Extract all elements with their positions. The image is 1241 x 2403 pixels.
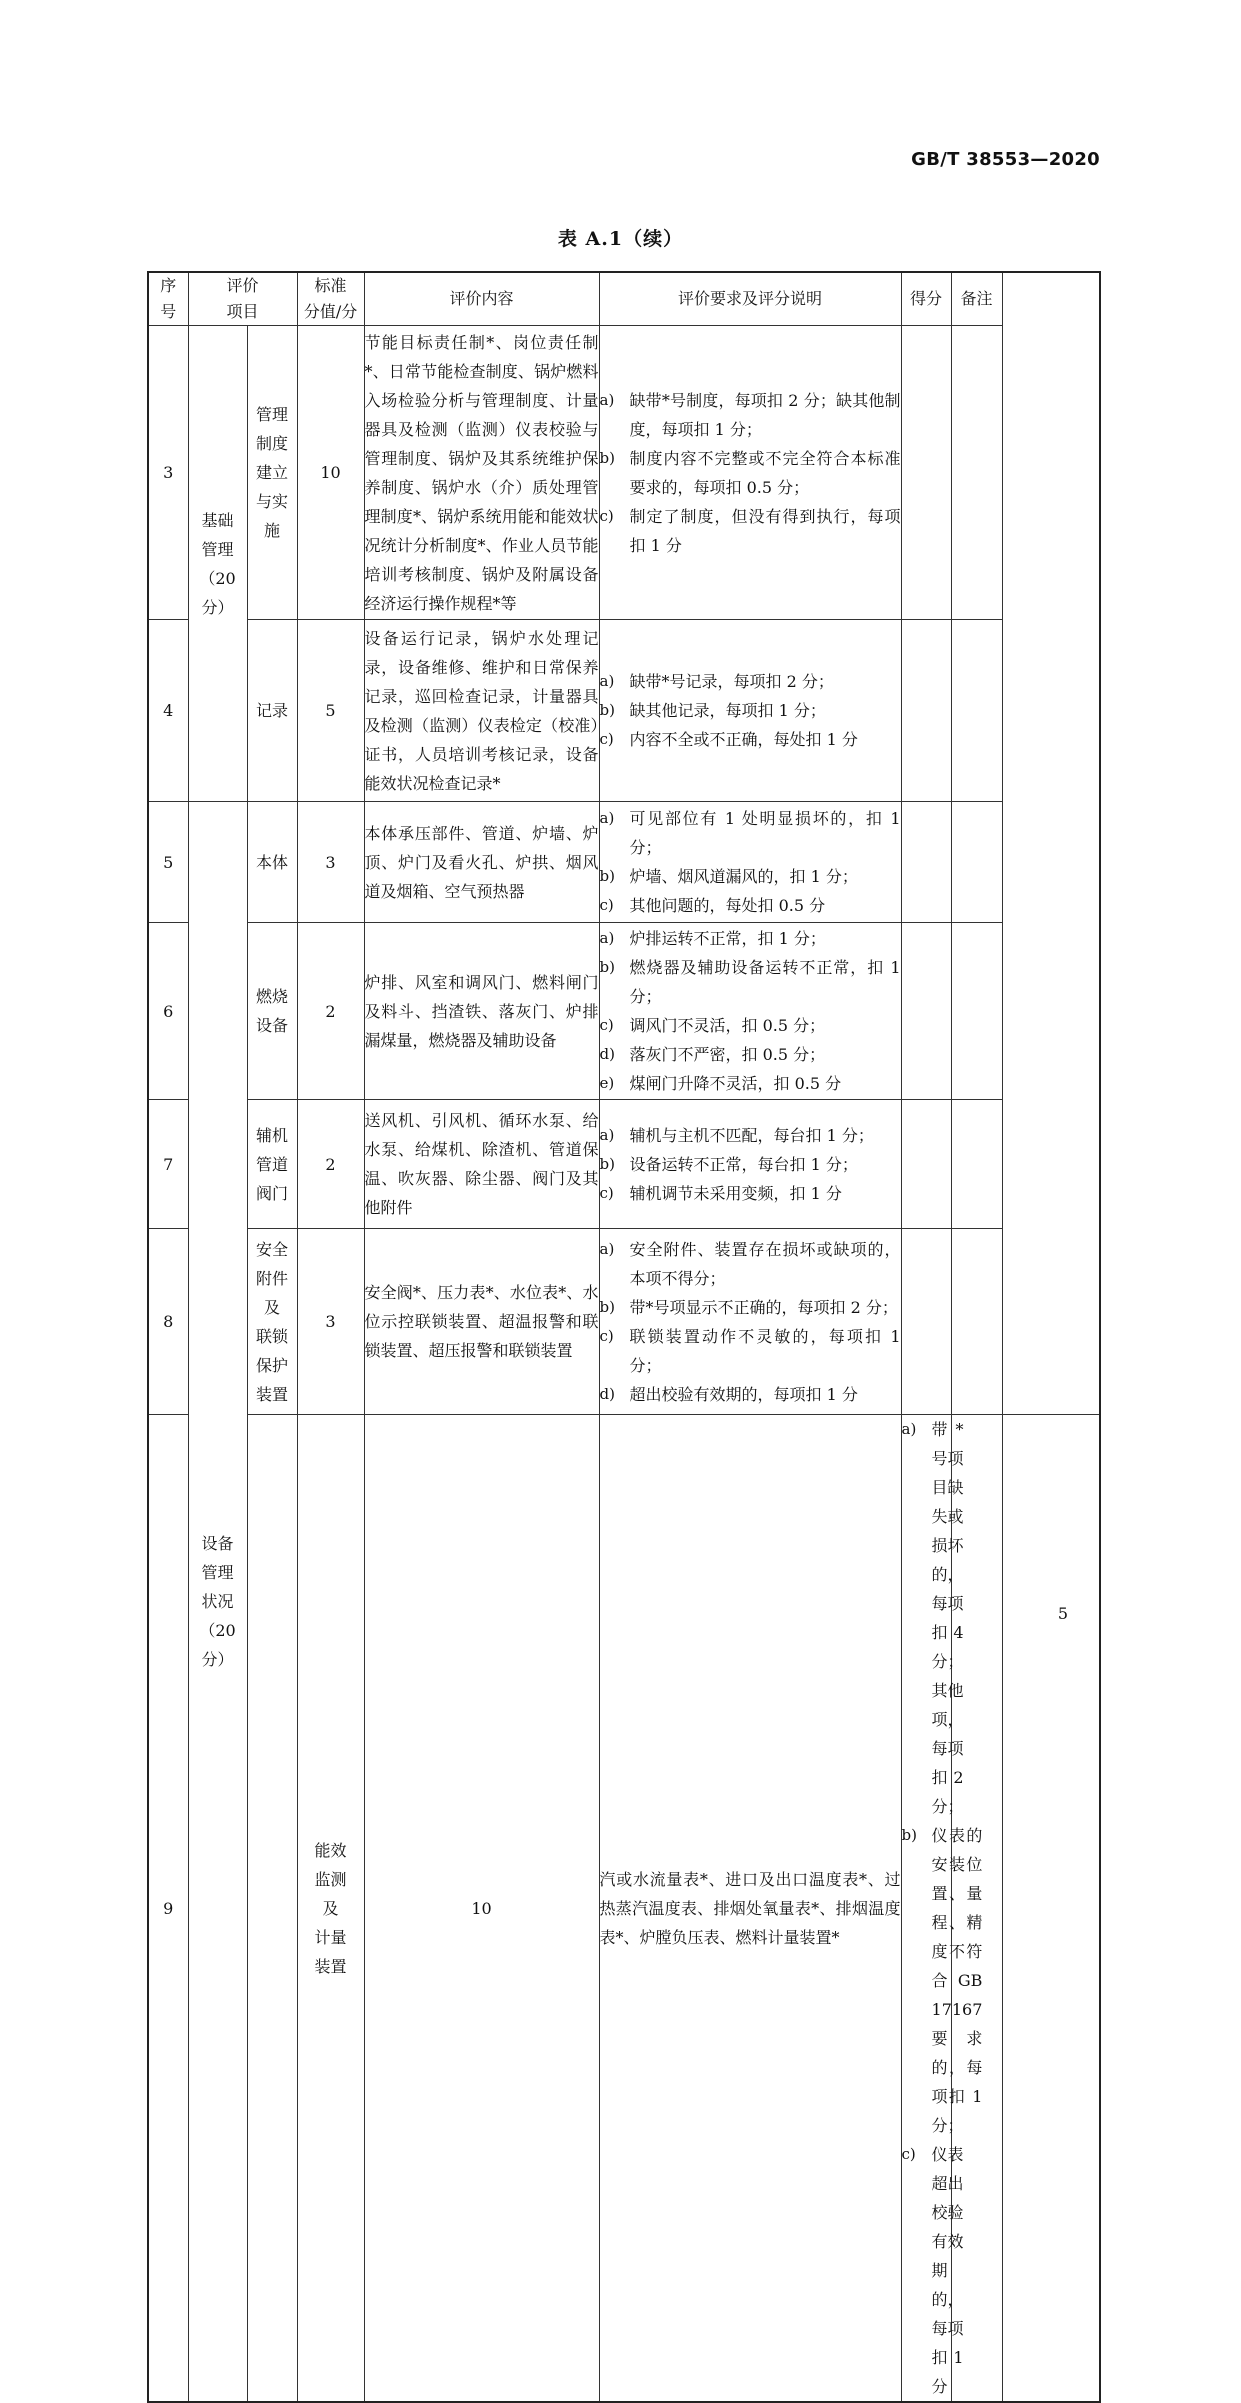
group-name-basic: 基础 管理 （20 分） [188,326,247,802]
page-number: 5 [1057,1604,1068,1623]
row-seq: 9 [148,1415,188,2403]
row-subitem: 能效 监测 及 计量 装置 [297,1415,364,2403]
requirement-item: a) 辅机与主机不匹配，每台扣 1 分； [599,1125,874,1145]
table-row [148,1100,1100,1229]
col-header-requirement: 评价要求及评分说明 [599,272,901,326]
row-score: 2 [297,1100,364,1229]
requirement-item: b) 缺其他记录，每项扣 1 分； [599,701,826,720]
row-subitem: 管理 制度 建立 与实 施 [247,326,297,620]
table-row [148,1229,1100,1415]
standard-number: GB/T 38553—2020 [911,149,1100,170]
row-content: 炉排、风室和调风门、燃料闸门及料斗、挡渣铁、落灰门、炉排漏煤量，燃烧器及辅助设备 [364,923,599,1100]
row-seq: 3 [148,326,188,620]
row-content: 本体承压部件、管道、炉墙、炉顶、炉门及看火孔、炉拱、烟风道及烟箱、空气预热器 [364,802,599,923]
requirement-item: e) 煤闸门升降不灵活，扣 0.5 分 [599,1074,842,1093]
requirement-item: a) 缺带*号记录，每项扣 2 分； [599,672,834,691]
requirement-item: c) 制定了制度，但没有得到执行，每项扣 1 分 [599,506,901,555]
row-score-got [901,802,951,923]
row-content: 设备运行记录，锅炉水处理记录，设备维修、维护和日常保养记录，巡回检查记录，计量器具及检测（监测）仪表检定（校准）证书，人员培训考核记录，设备能效状况检查记录* [364,620,599,802]
requirement-item: d) 超出校验有效期的，每项扣 1 分 [599,1384,858,1404]
col-header-item: 评价 项目 [188,272,297,326]
row-seq: 7 [148,1100,188,1229]
col-header-content: 评价内容 [364,272,599,326]
requirement-item: a) 带*号项目缺失或损坏的，每项扣 4 分；其他项，每项扣 2 分； [901,1420,964,1816]
requirement-item: a) 安全附件、装置存在损坏或缺项的，本项不得分； [599,1239,901,1288]
row-seq: 4 [148,620,188,802]
row-content: 送风机、引风机、循环水泵、给水泵、给煤机、除渣机、管道保温、吹灰器、除尘器、阀门及其他附件 [364,1100,599,1229]
requirement-item: a) 缺带*号制度，每项扣 2 分；缺其他制度，每项扣 1 分； [599,390,901,439]
row-requirements [599,802,901,923]
row-note [951,326,1002,620]
requirement-item: b) 燃烧器及辅助设备运转不正常，扣 1 分； [599,958,901,1006]
row-content: 节能目标责任制*、岗位责任制*、日常节能检查制度、锅炉燃料入场检验分析与管理制度、计量器具及检测（监测）仪表校验与管理制度、锅炉及其系统维护保养制度、锅炉水（介）质处理管理制度*、锅炉系统用能和能效状况统计分析制度*、作业人员节能培训考核制度、锅炉及附属设备经济运行操作规程*等 [364,326,599,620]
evaluation-table [147,271,1101,2403]
row-score-got [901,1100,951,1229]
row-note [951,923,1002,1100]
row-requirements [599,923,901,1100]
row-subitem: 安全 附件 及 联锁 保护 装置 [247,1229,297,1415]
table-row [148,620,1100,802]
requirement-item: b) 制度内容不完整或不完全符合本标准要求的，每项扣 0.5 分； [599,448,901,497]
row-score: 3 [297,1229,364,1415]
table-row [148,326,1100,620]
row-subitem: 本体 [247,802,297,923]
row-score-got [901,326,951,620]
requirement-item: a) 炉排运转不正常，扣 1 分； [599,929,826,948]
requirement-item: c) 仪表超出校验有效期的，每项扣 1 分 [901,2145,964,2396]
requirement-item: c) 调风门不灵活，扣 0.5 分； [599,1016,826,1035]
requirement-item: c) 联锁装置动作不灵敏的，每项扣 1 分； [599,1326,901,1375]
row-content: 安全阀*、压力表*、水位表*、水位示控联锁装置、超温报警和联锁装置、超压报警和联锁装置 [364,1229,599,1415]
group-blank-cell [247,1415,297,2403]
requirement-item: c) 其他问题的，每处扣 0.5 分 [599,896,826,915]
requirement-item: b) 设备运转不正常，每台扣 1 分； [599,1154,858,1174]
group-name-equipment: 设备 管理 状况 （20 分） [188,802,247,2403]
requirement-item: a) 可见部位有 1 处明显损坏的，扣 1 分； [599,809,901,857]
row-score-got [901,923,951,1100]
row-score: 2 [297,923,364,1100]
table-row [148,802,1100,923]
row-score-got [901,1229,951,1415]
row-note [951,802,1002,923]
row-seq: 6 [148,923,188,1100]
table-row [148,1415,1100,2403]
requirement-item: c) 辅机调节未采用变频，扣 1 分 [599,1183,842,1203]
header-row [148,272,1100,326]
row-score: 3 [297,802,364,923]
row-note [951,1100,1002,1229]
row-score: 10 [364,1415,599,2403]
row-seq: 5 [148,802,188,923]
requirement-item: b) 炉墙、烟风道漏风的，扣 1 分； [599,867,858,886]
row-seq: 8 [148,1229,188,1415]
row-requirements [599,326,901,620]
row-score: 10 [297,326,364,620]
row-score: 5 [297,620,364,802]
table-row [148,923,1100,1100]
row-requirements [599,1229,901,1415]
row-subitem: 燃烧 设备 [247,923,297,1100]
row-content: 汽或水流量表*、进口及出口温度表*、过热蒸汽温度表、排烟处氧量表*、排烟温度表*、炉膛负压表、燃料计量装置* [599,1415,901,2403]
row-note [951,1229,1002,1415]
col-header-got: 得分 [901,272,951,326]
col-header-note: 备注 [951,272,1002,326]
row-requirements [901,1415,983,2403]
row-score-got [901,620,951,802]
requirement-item: c) 内容不全或不正确，每处扣 1 分 [599,730,858,749]
row-note [1002,1415,1100,2403]
col-header-score: 标准 分值/分 [297,272,364,326]
row-note [951,620,1002,802]
requirement-item: b) 仪表的安装位置、量程、精度不符合 GB 17167 要求的，每项扣 1 分； [901,1826,983,2135]
requirement-item: d) 落灰门不严密，扣 0.5 分； [599,1045,826,1064]
requirement-item: b) 带*号项显示不正确的，每项扣 2 分； [599,1297,898,1317]
table-title: 表 A.1（续） [557,228,684,250]
row-requirements [599,620,901,802]
row-subitem: 记录 [247,620,297,802]
col-header-seq: 序 号 [148,272,188,326]
row-subitem: 辅机 管道 阀门 [247,1100,297,1229]
row-requirements [599,1100,901,1229]
